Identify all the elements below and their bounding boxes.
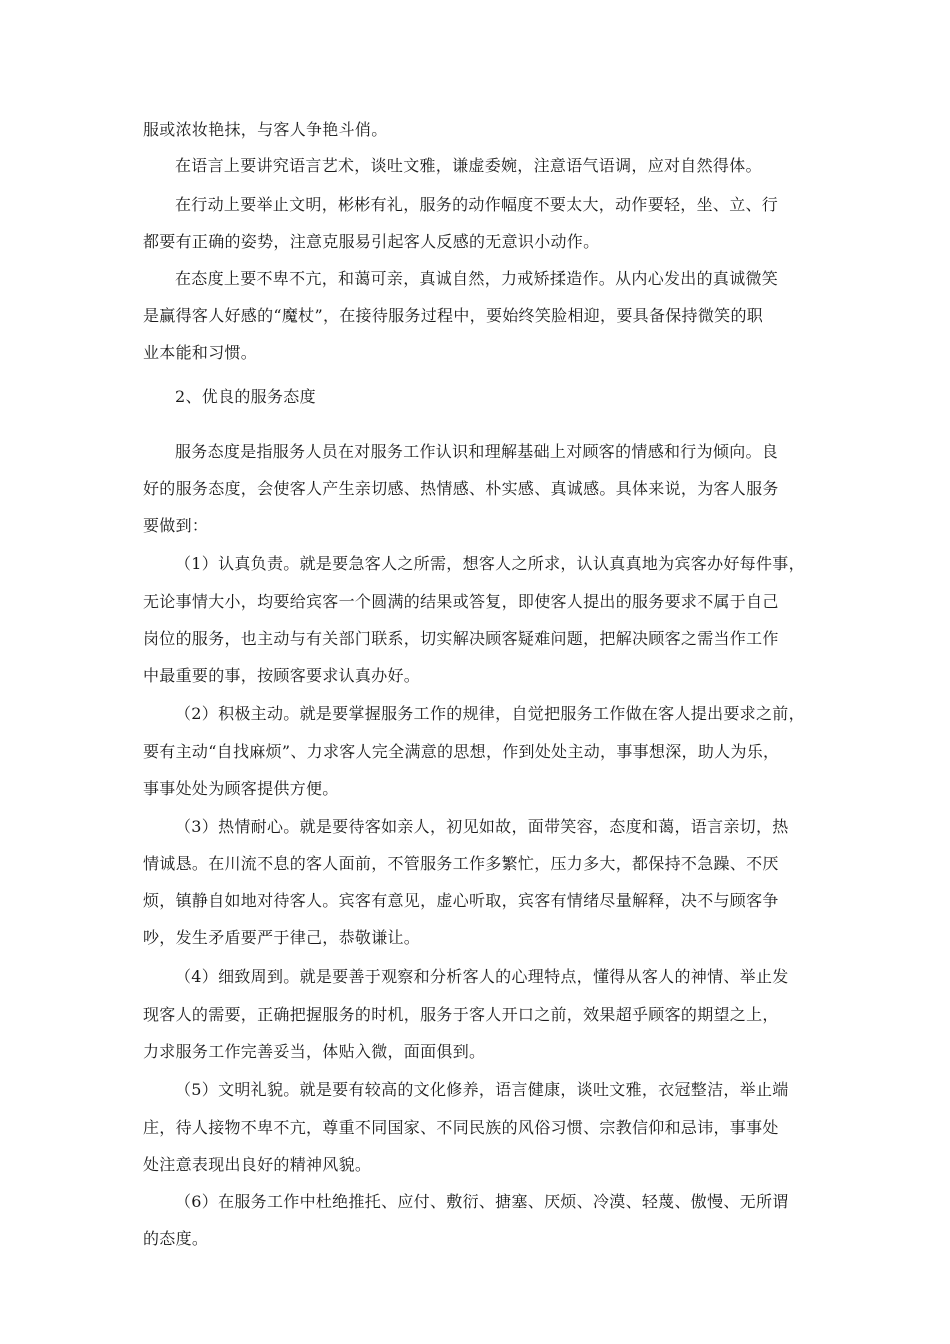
text-line: 现客人的需要，正确把握服务的时机，服务于客人开口之前，效果超乎顾客的期望之上， — [143, 1005, 779, 1024]
text-line: （6）在服务工作中杜绝推托、应付、敷衍、搪塞、厌烦、冷漠、轻蔑、傲慢、无所谓 — [175, 1192, 789, 1211]
text-line: 情诚恳。在川流不息的客人面前，不管服务工作多繁忙，压力多大，都保持不急躁、不厌 — [143, 854, 779, 873]
text-line: 服务态度是指服务人员在对服务工作认识和理解基础上对顾客的情感和行为倾向。良 — [175, 442, 779, 461]
text-line: 要做到： — [143, 516, 209, 535]
text-line: 吵，发生矛盾要严于律己，恭敬谦让。 — [143, 928, 421, 947]
text-line: 都要有正确的姿势，注意克服易引起客人反感的无意识小动作。 — [143, 232, 600, 251]
text-line: 的态度。 — [143, 1229, 209, 1248]
section-heading: 2、优良的服务态度 — [175, 387, 316, 406]
text-line: 好的服务态度，会使客人产生亲切感、热情感、朴实感、真诚感。具体来说，为客人服务 — [143, 479, 779, 498]
text-line: 业本能和习惯。 — [143, 343, 258, 362]
text-line: （5）文明礼貌。就是要有较高的文化修养，语言健康，谈吐文雅，衣冠整洁，举止端 — [175, 1080, 789, 1099]
text-line: 处注意表现出良好的精神风貌。 — [143, 1155, 372, 1174]
text-line: （2）积极主动。就是要掌握服务工作的规律，自觉把服务工作做在客人提出要求之前， — [175, 704, 805, 723]
text-line: 在语言上要讲究语言艺术，谈吐文雅，谦虚委婉，注意语气语调，应对自然得体。 — [175, 156, 762, 175]
text-line: 在行动上要举止文明，彬彬有礼，服务的动作幅度不要太大，动作要轻，坐、立、行 — [175, 195, 779, 214]
text-line: 庄，待人接物不卑不亢，尊重不同国家、不同民族的风俗习惯、宗教信仰和忌讳，事事处 — [143, 1118, 779, 1137]
text-line: 烦，镇静自如地对待客人。宾客有意见，虚心听取，宾客有情绪尽量解释，决不与顾客争 — [143, 891, 779, 910]
text-line: 是赢得客人好感的“魔杖”，在接待服务过程中，要始终笑脸相迎，要具备保持微笑的职 — [143, 306, 764, 325]
text-line: （1）认真负责。就是要急客人之所需，想客人之所求，认认真真地为宾客办好每件事， — [175, 554, 805, 573]
text-line: （4）细致周到。就是要善于观察和分析客人的心理特点，懂得从客人的神情、举止发 — [175, 967, 789, 986]
text-line: 服或浓妆艳抹，与客人争艳斗俏。 — [143, 120, 388, 139]
text-line: 岗位的服务，也主动与有关部门联系，切实解决顾客疑难问题，把解决顾客之需当作工作 — [143, 629, 779, 648]
text-line: 在态度上要不卑不亢，和蔼可亲，真诚自然，力戒矫揉造作。从内心发出的真诚微笑 — [175, 269, 779, 288]
text-line: 力求服务工作完善妥当，体贴入微，面面俱到。 — [143, 1042, 486, 1061]
text-line: 无论事情大小，均要给宾客一个圆满的结果或答复，即使客人提出的服务要求不属于自己 — [143, 592, 779, 611]
text-line: 要有主动“自找麻烦”、力求客人完全满意的思想，作到处处主动，事事想深，助人为乐， — [143, 742, 780, 761]
text-line: （3）热情耐心。就是要待客如亲人，初见如故，面带笑容，态度和蔼，语言亲切，热 — [175, 817, 789, 836]
text-line: 事事处处为顾客提供方便。 — [143, 779, 339, 798]
text-line: 中最重要的事，按顾客要求认真办好。 — [143, 666, 421, 685]
